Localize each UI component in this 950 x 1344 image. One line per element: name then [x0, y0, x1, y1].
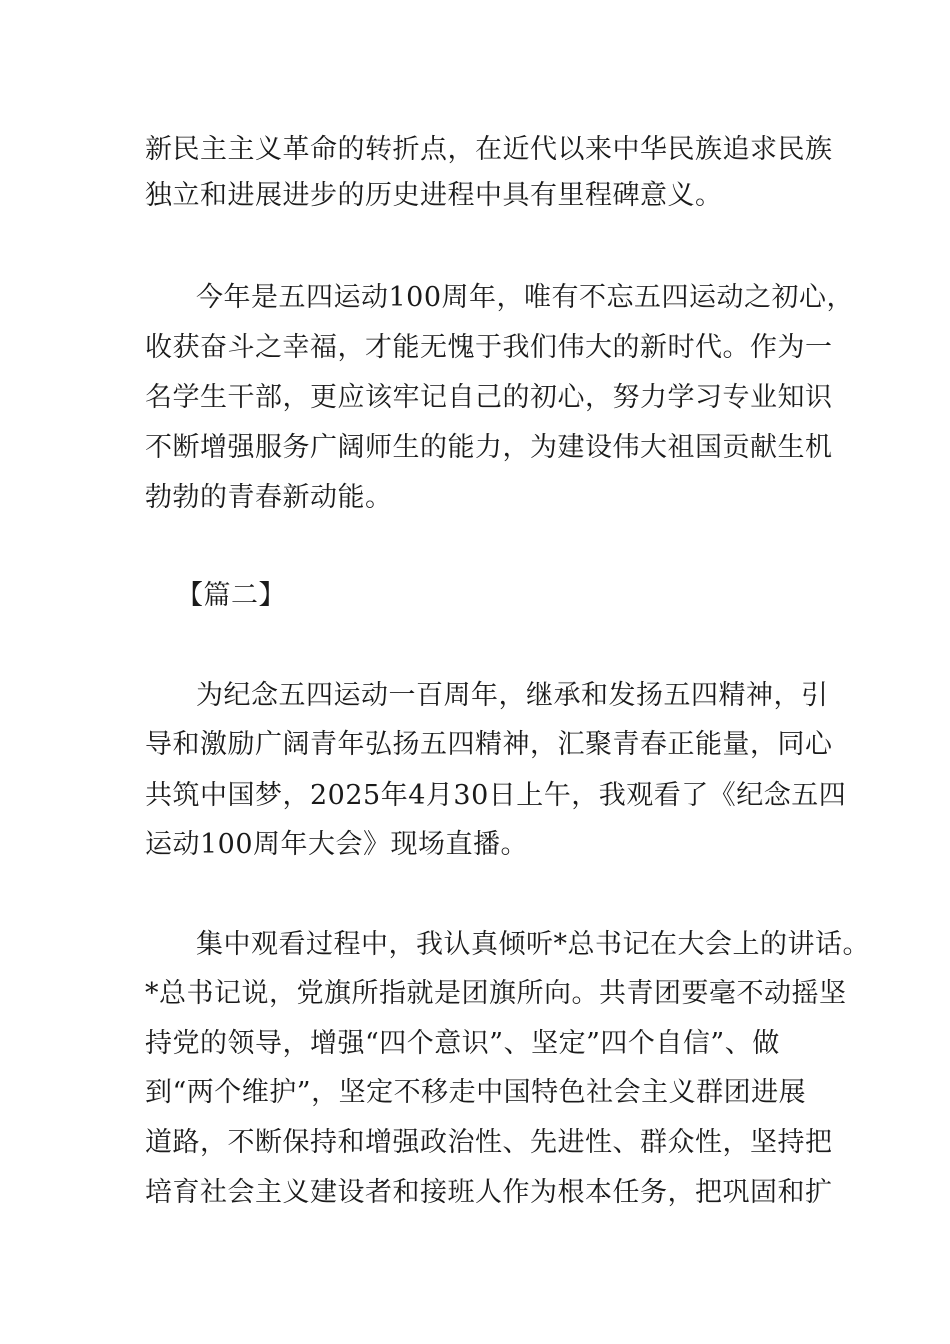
paragraph-4-line-5: 道路，不断保持和增强政治性、先进性、群众性，坚持把: [145, 1127, 833, 1158]
paragraph-2-line-2: 收获奋斗之幸福，才能无愧于我们伟大的新时代。作为一: [145, 332, 833, 363]
paragraph-3-line-3: 共筑中国梦，2025年4月30日上午，我观看了《纪念五四: [145, 780, 847, 811]
paragraph-3-line-1: 为纪念五四运动一百周年，继承和发扬五四精神，引: [196, 680, 829, 711]
section-heading: 【篇二】: [176, 580, 286, 611]
paragraph-2-line-1: 今年是五四运动100周年，唯有不忘五四运动之初心，: [196, 282, 855, 313]
paragraph-3-line-2: 导和激励广阔青年弘扬五四精神，汇聚青春正能量，同心: [145, 729, 833, 760]
paragraph-4-line-4: 到“两个维护”，坚定不移走中国特色社会主义群团进展: [145, 1077, 807, 1108]
paragraph-3-line-4: 运动100周年大会》现场直播。: [145, 829, 529, 860]
paragraph-4-line-3: 持党的领导，增强“四个意识”、坚定”四个自信”、做: [145, 1028, 780, 1059]
paragraph-4-line-6: 培育社会主义建设者和接班人作为根本任务，把巩固和扩: [145, 1177, 833, 1208]
paragraph-1-line-1: 新民主主义革命的转折点，在近代以来中华民族追求民族: [145, 134, 833, 165]
paragraph-2-line-4: 不断增强服务广阔师生的能力，为建设伟大祖国贡献生机: [145, 432, 833, 463]
paragraph-2-line-5: 勃勃的青春新动能。: [145, 482, 393, 513]
paragraph-2-line-3: 名学生干部，更应该牢记自己的初心，努力学习专业知识: [145, 382, 833, 413]
paragraph-4-line-2: *总书记说，党旗所指就是团旗所向。共青团要毫不动摇坚: [145, 978, 847, 1009]
paragraph-4-line-1: 集中观看过程中，我认真倾听*总书记在大会上的讲话。: [196, 929, 870, 960]
paragraph-1-line-2: 独立和进展进步的历史进程中具有里程碑意义。: [145, 180, 723, 211]
